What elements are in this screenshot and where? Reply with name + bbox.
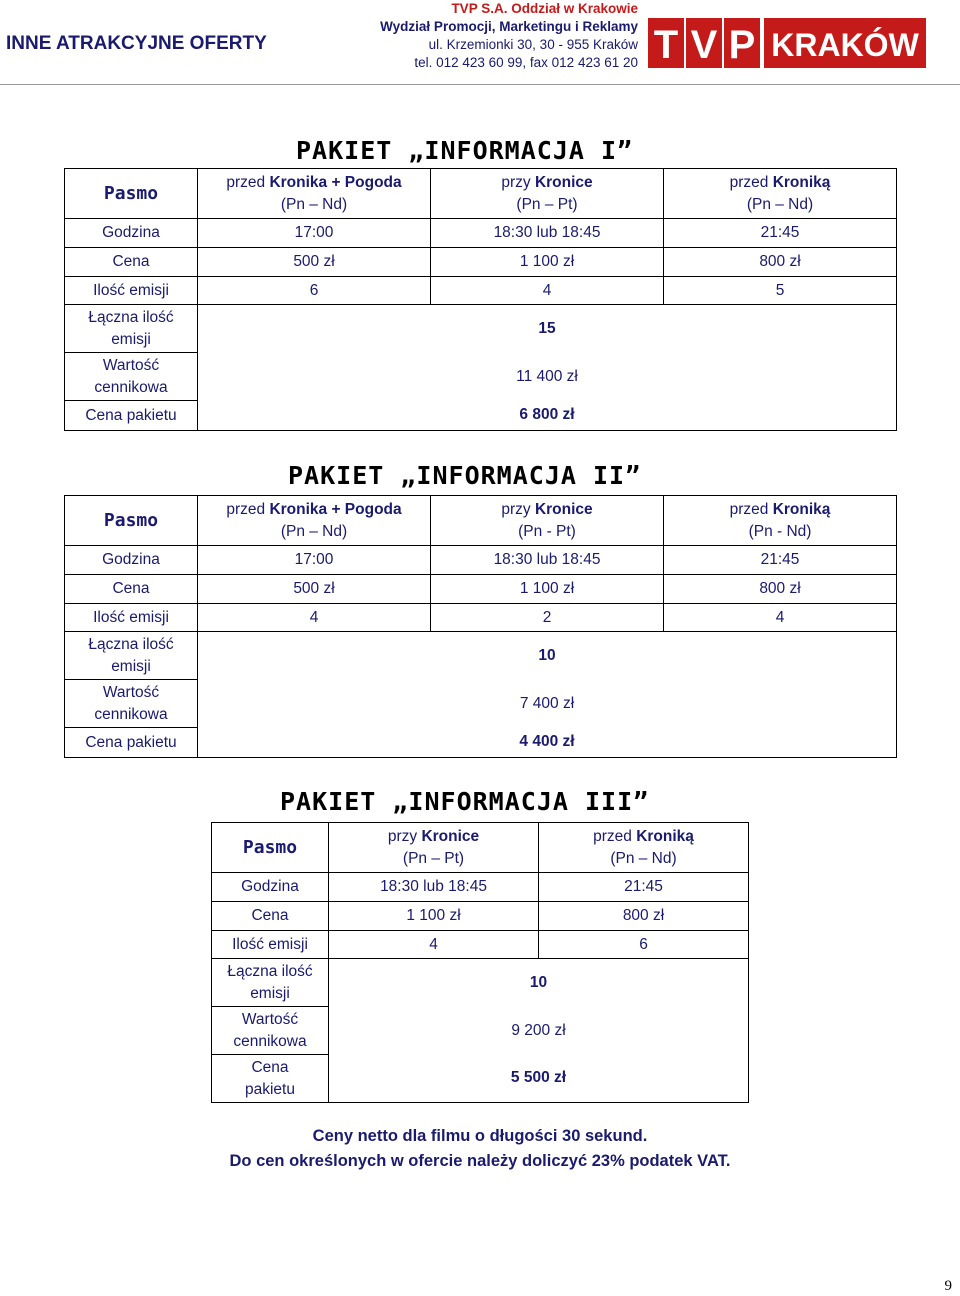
package-2-title: PAKIET „INFORMACJA II”: [288, 461, 642, 490]
company-name: TVP S.A. Oddział w Krakowie: [451, 1, 638, 16]
godzina-cell: 17:00: [198, 546, 431, 575]
table-row: [65, 496, 897, 546]
godzina-cell: 18:30 lub 18:45: [431, 219, 664, 248]
cena-cell: 800 zł: [664, 248, 897, 277]
table-row: [212, 959, 749, 1007]
wartosc-value: 11 400 zł: [198, 353, 897, 401]
cena-label: Cena: [212, 902, 329, 931]
footer-line-1: Ceny netto dla filmu o długości 30 sekund.: [312, 1127, 648, 1145]
table-row: [65, 219, 897, 248]
slot-header: przy Kronice (Pn – Pt): [329, 823, 539, 873]
table-row: [65, 575, 897, 604]
table-row: [65, 728, 897, 758]
phone-line: tel. 012 423 60 99, fax 012 423 61 20: [414, 55, 638, 70]
svg-text:P: P: [728, 23, 756, 67]
slot-header: przed Kroniką (Pn – Nd): [539, 823, 749, 873]
godzina-label: Godzina: [65, 546, 198, 575]
cena-cell: 1 100 zł: [329, 902, 539, 931]
ilosc-label: Ilość emisji: [212, 931, 329, 959]
cena-cell: 1 100 zł: [431, 248, 664, 277]
tvp-krakow-logo: [648, 14, 928, 72]
cena-pakietu-label: Cena pakietu: [65, 401, 198, 431]
table-row: [212, 902, 749, 931]
wartosc-value: 9 200 zł: [329, 1007, 749, 1055]
cena-pakietu-value: 5 500 zł: [329, 1055, 749, 1103]
cena-cell: 800 zł: [539, 902, 749, 931]
department-name: Wydział Promocji, Marketingu i Reklamy: [380, 19, 638, 34]
cena-label: Cena: [65, 575, 198, 604]
section-title: INNE ATRAKCYJNE OFERTY: [6, 33, 267, 54]
svg-text:V: V: [690, 23, 718, 67]
footer-note: [0, 1124, 960, 1174]
pasmo-label: Pasmo: [65, 169, 198, 219]
laczna-value: 10: [198, 632, 897, 680]
package-1-table: [64, 168, 897, 431]
cena-cell: 500 zł: [198, 575, 431, 604]
laczna-label: Łączna ilość emisji: [65, 305, 198, 353]
slot-header: przed Kroniką (Pn – Nd): [664, 169, 897, 219]
cena-pakietu-label: Cena pakietu: [212, 1055, 329, 1103]
table-row: [65, 401, 897, 431]
company-address-block: [380, 0, 638, 72]
footer-line-2: Do cen określonych w ofercie należy doliczyć 23% podatek VAT.: [229, 1152, 731, 1170]
table-row: [212, 873, 749, 902]
table-row: [212, 1007, 749, 1055]
table-row: [212, 931, 749, 959]
header-divider: [0, 84, 960, 85]
laczna-value: 10: [329, 959, 749, 1007]
ilosc-cell: 4: [329, 931, 539, 959]
table-row: [65, 546, 897, 575]
cena-pakietu-value: 6 800 zł: [198, 401, 897, 431]
table-row: [212, 823, 749, 873]
ilosc-cell: 6: [198, 277, 431, 305]
wartosc-label: Wartość cennikowa: [65, 353, 198, 401]
address-line: ul. Krzemionki 30, 30 - 955 Kraków: [428, 37, 638, 52]
slot-header: przed Kronika + Pogoda (Pn – Nd): [198, 496, 431, 546]
svg-text:KRAKÓW: KRAKÓW: [771, 27, 919, 63]
table-row: [65, 169, 897, 219]
slot-header: przy Kronice (Pn – Pt): [431, 169, 664, 219]
ilosc-cell: 5: [664, 277, 897, 305]
ilosc-label: Ilość emisji: [65, 604, 198, 632]
godzina-label: Godzina: [212, 873, 329, 902]
laczna-label: Łączna ilość emisji: [212, 959, 329, 1007]
table-row: [65, 632, 897, 680]
godzina-label: Godzina: [65, 219, 198, 248]
pasmo-label: Pasmo: [212, 823, 329, 873]
package-1-title: PAKIET „INFORMACJA I”: [296, 136, 634, 165]
table-row: [65, 680, 897, 728]
table-row: [212, 1055, 749, 1103]
table-row: [65, 248, 897, 277]
slot-header: przy Kronice (Pn - Pt): [431, 496, 664, 546]
pasmo-label: Pasmo: [65, 496, 198, 546]
godzina-cell: 21:45: [539, 873, 749, 902]
ilosc-cell: 6: [539, 931, 749, 959]
slot-header: przed Kroniką (Pn - Nd): [664, 496, 897, 546]
ilosc-label: Ilość emisji: [65, 277, 198, 305]
cena-pakietu-label: Cena pakietu: [65, 728, 198, 758]
godzina-cell: 18:30 lub 18:45: [431, 546, 664, 575]
godzina-cell: 18:30 lub 18:45: [329, 873, 539, 902]
ilosc-cell: 4: [198, 604, 431, 632]
table-row: [65, 305, 897, 353]
package-3-table: [211, 822, 749, 1103]
cena-label: Cena: [65, 248, 198, 277]
svg-text:T: T: [653, 23, 679, 67]
table-row: [65, 277, 897, 305]
cena-cell: 800 zł: [664, 575, 897, 604]
godzina-cell: 21:45: [664, 219, 897, 248]
package-3-title: PAKIET „INFORMACJA III”: [280, 787, 650, 816]
laczna-value: 15: [198, 305, 897, 353]
page-number: 9: [944, 1278, 952, 1294]
wartosc-label: Wartość cennikowa: [65, 680, 198, 728]
godzina-cell: 17:00: [198, 219, 431, 248]
cena-pakietu-value: 4 400 zł: [198, 728, 897, 758]
cena-cell: 500 zł: [198, 248, 431, 277]
wartosc-label: Wartość cennikowa: [212, 1007, 329, 1055]
ilosc-cell: 4: [431, 277, 664, 305]
ilosc-cell: 4: [664, 604, 897, 632]
table-row: [65, 353, 897, 401]
ilosc-cell: 2: [431, 604, 664, 632]
table-row: [65, 604, 897, 632]
cena-cell: 1 100 zł: [431, 575, 664, 604]
slot-header: przed Kronika + Pogoda (Pn – Nd): [198, 169, 431, 219]
laczna-label: Łączna ilość emisji: [65, 632, 198, 680]
godzina-cell: 21:45: [664, 546, 897, 575]
wartosc-value: 7 400 zł: [198, 680, 897, 728]
package-2-table: [64, 495, 897, 758]
